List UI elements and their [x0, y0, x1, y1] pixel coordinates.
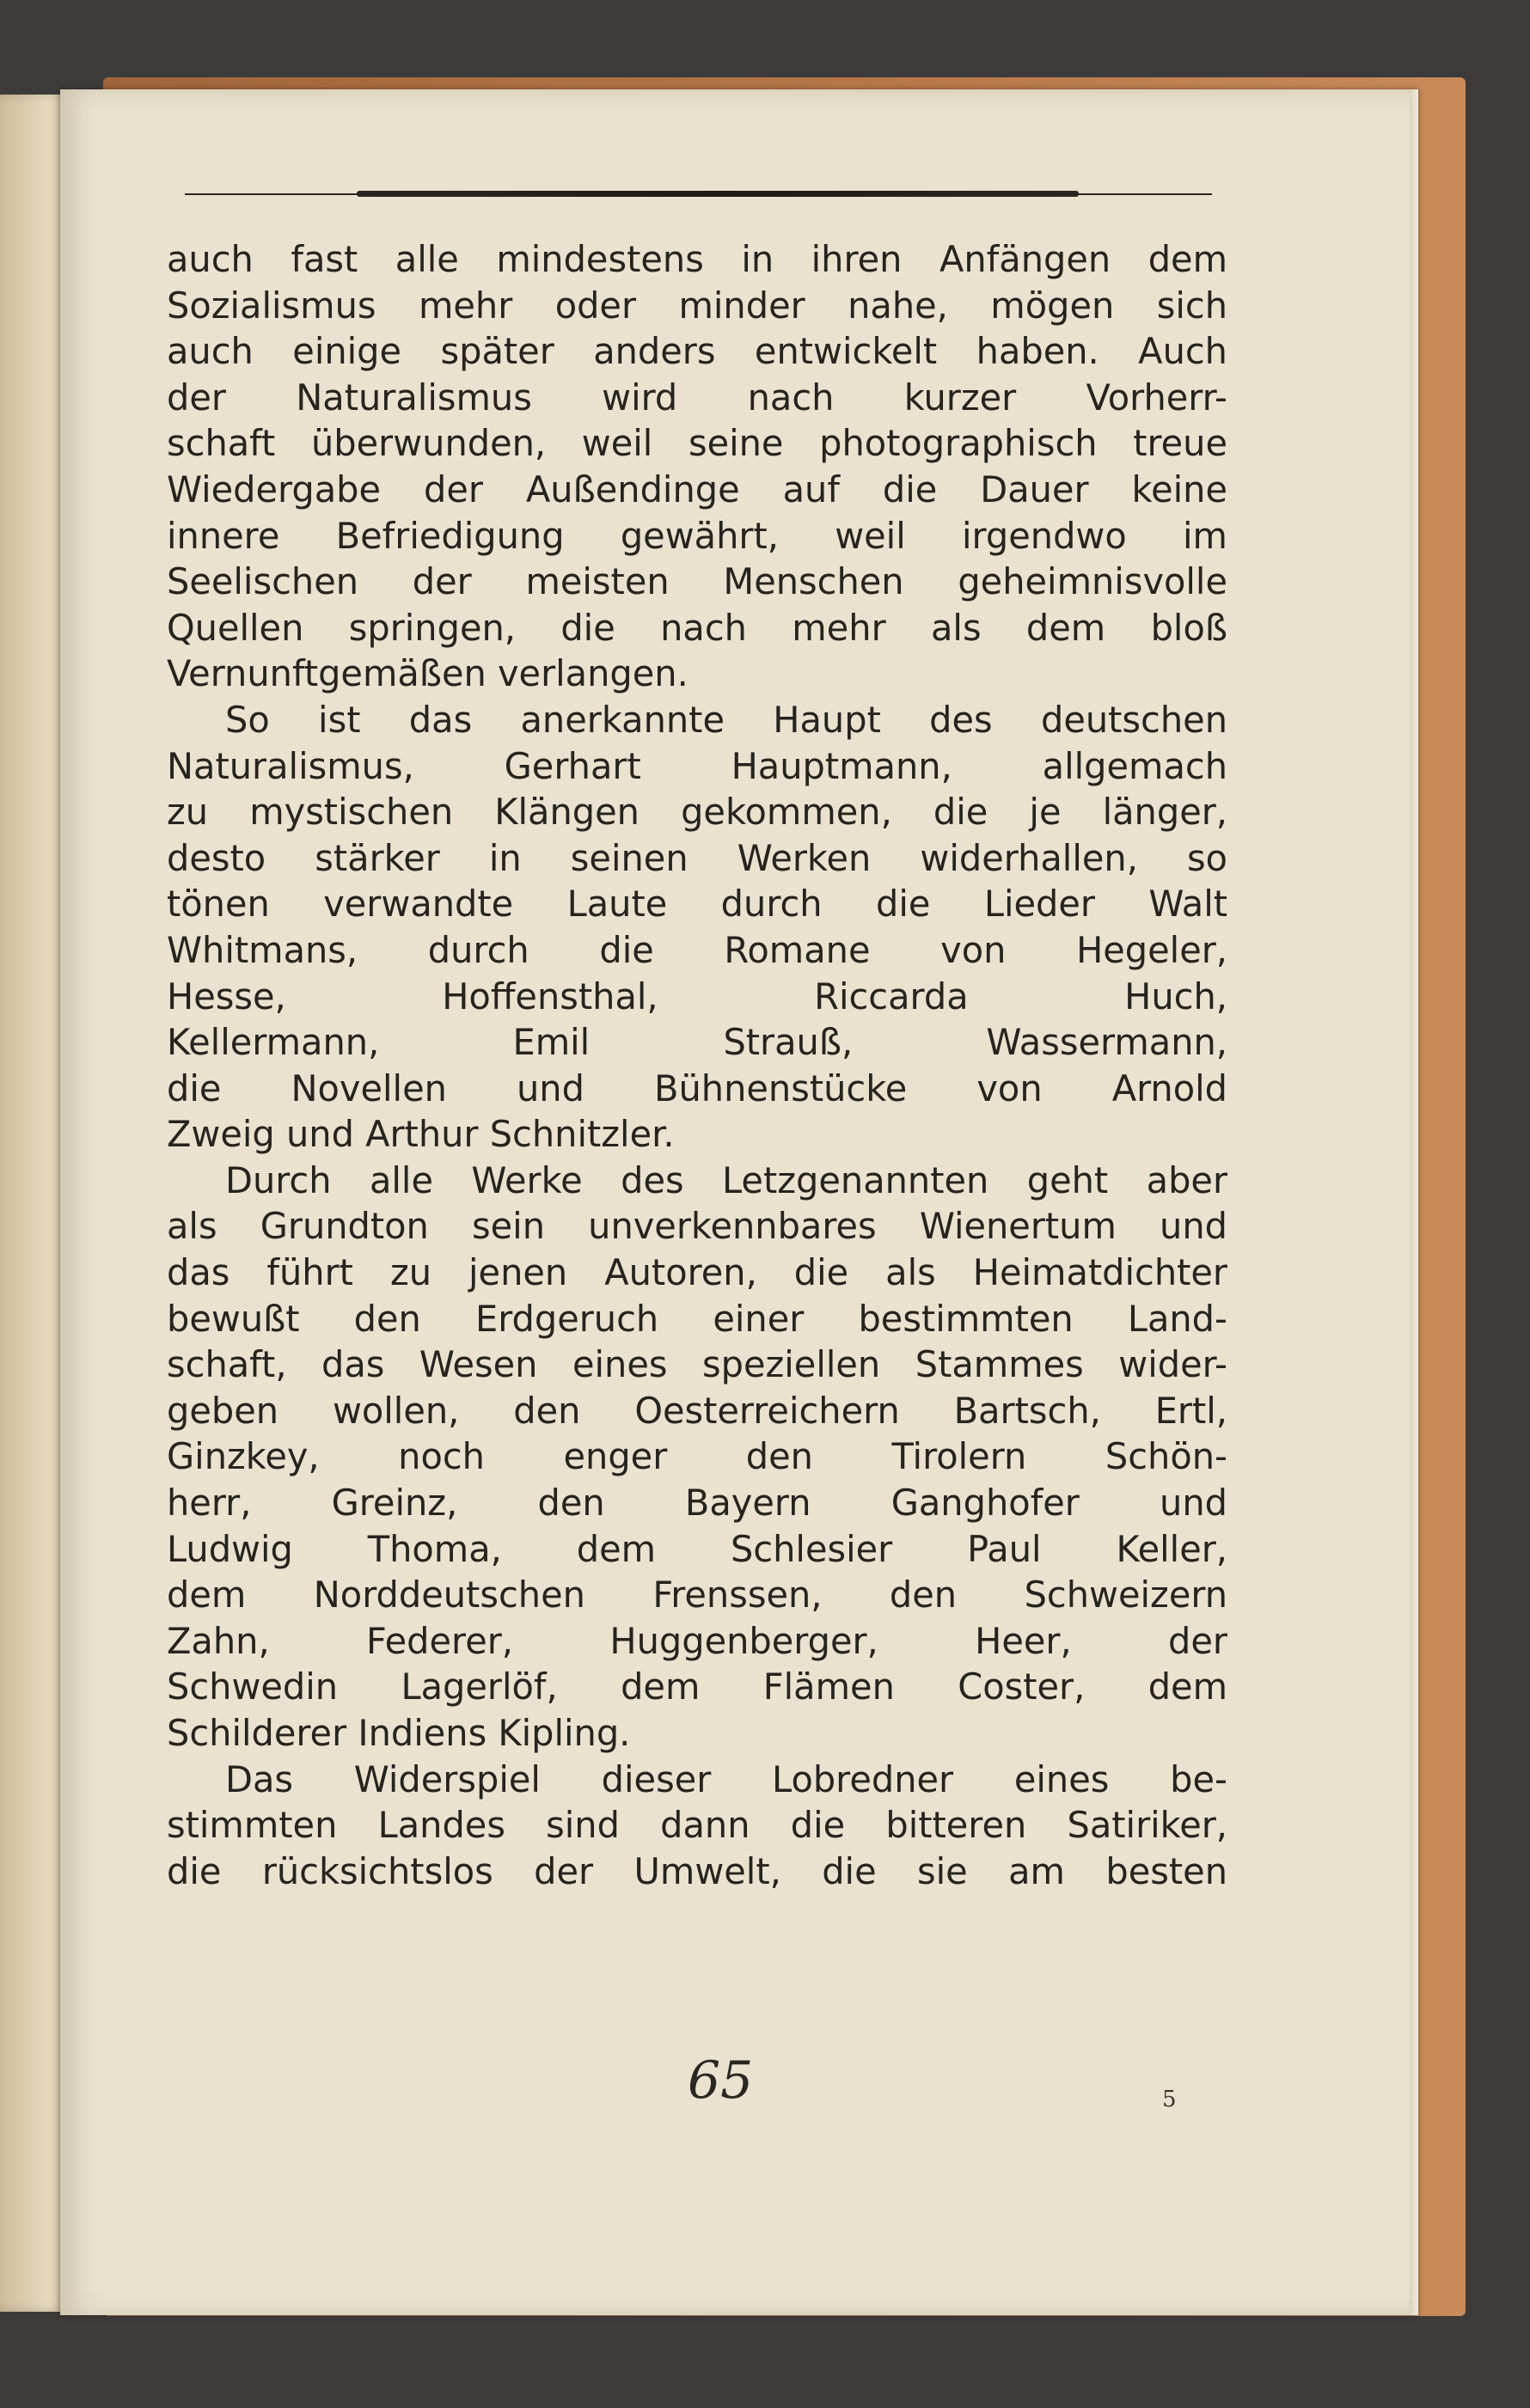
text-line: der Naturalismus wird nach kurzer Vorherr- [167, 376, 1227, 419]
page-number: 65 [688, 2050, 754, 2111]
text-line: die rücksichtslos der Umwelt, die sie am besten [167, 1849, 1227, 1892]
text-line: auch einige später anders entwickelt haben. Auch [167, 330, 1227, 373]
text-line: Naturalismus, Gerhart Hauptmann, allgemach [167, 744, 1227, 787]
text-line: zu mystischen Klängen gekommen, die je länger, [167, 791, 1227, 834]
text-line: Quellen springen, die nach mehr als dem bloß [167, 606, 1227, 649]
text-line: auch fast alle mindestens in ihren Anfängen dem [167, 238, 1227, 280]
text-line: So ist das anerkannte Haupt des deutschen [225, 698, 1227, 741]
text-line: Seelischen der meisten Menschen geheimnisvolle [167, 560, 1227, 603]
text-line: schaft überwunden, weil seine photographisch treue [167, 422, 1227, 465]
text-line: als Grundton sein unverkennbares Wienertum und [167, 1205, 1227, 1248]
text-line: Zahn, Federer, Huggenberger, Heer, der [167, 1619, 1227, 1662]
signature-mark: 5 [1162, 2087, 1177, 2112]
text-line: stimmten Landes sind dann die bitteren Satiriker, [167, 1804, 1227, 1847]
text-line: das führt zu jenen Autoren, die als Heimatdichter [167, 1251, 1227, 1294]
text-line: desto stärker in seinen Werken widerhallen, so [167, 836, 1227, 879]
text-line: Durch alle Werke des Letzgenannten geht aber [225, 1158, 1227, 1201]
text-line: schaft, das Wesen eines speziellen Stammes wider- [167, 1343, 1227, 1386]
text-line: herr, Greinz, den Bayern Ganghofer und [167, 1482, 1227, 1525]
text-line: Kellermann, Emil Strauß, Wassermann, [167, 1021, 1227, 1064]
text-line: Ginzkey, noch enger den Tirolern Schön- [167, 1435, 1227, 1478]
text-line: die Novellen und Bühnenstücke von Arnold [167, 1066, 1227, 1109]
text-line: geben wollen, den Oesterreichern Bartsch, Ertl, [167, 1389, 1227, 1432]
left-page-edge [0, 95, 67, 2312]
header-rule [185, 191, 1212, 197]
text-line: Schilderer Indiens Kipling. [167, 1712, 631, 1754]
text-line: dem Norddeutschen Frenssen, den Schweizern [167, 1574, 1227, 1617]
text-line: bewußt den Erdgeruch einer bestimmten Land- [167, 1297, 1227, 1340]
text-line: Vernunftgemäßen verlangen. [167, 652, 688, 695]
text-line: Wiedergabe der Außendinge auf die Dauer keine [167, 468, 1227, 510]
text-line: Sozialismus mehr oder minder nahe, mögen sich [167, 284, 1227, 327]
text-line: innere Befriedigung gewährt, weil irgendwo im [167, 514, 1227, 557]
text-line: Ludwig Thoma, dem Schlesier Paul Keller, [167, 1527, 1227, 1570]
text-line: Schwedin Lagerlöf, dem Flämen Coster, dem [167, 1665, 1227, 1708]
text-line: Zweig und Arthur Schnitzler. [167, 1113, 675, 1156]
text-line: Whitmans, durch die Romane von Hegeler, [167, 928, 1227, 971]
text-line: tönen verwandte Laute durch die Lieder Walt [167, 883, 1227, 926]
text-line: Hesse, Hoffensthal, Riccarda Huch, [167, 975, 1227, 1018]
text-line: Das Widerspiel dieser Lobredner eines be- [225, 1757, 1227, 1800]
body-text [167, 236, 1227, 1894]
page-edge [1410, 89, 1418, 2315]
header-rule-thick [357, 191, 1079, 197]
